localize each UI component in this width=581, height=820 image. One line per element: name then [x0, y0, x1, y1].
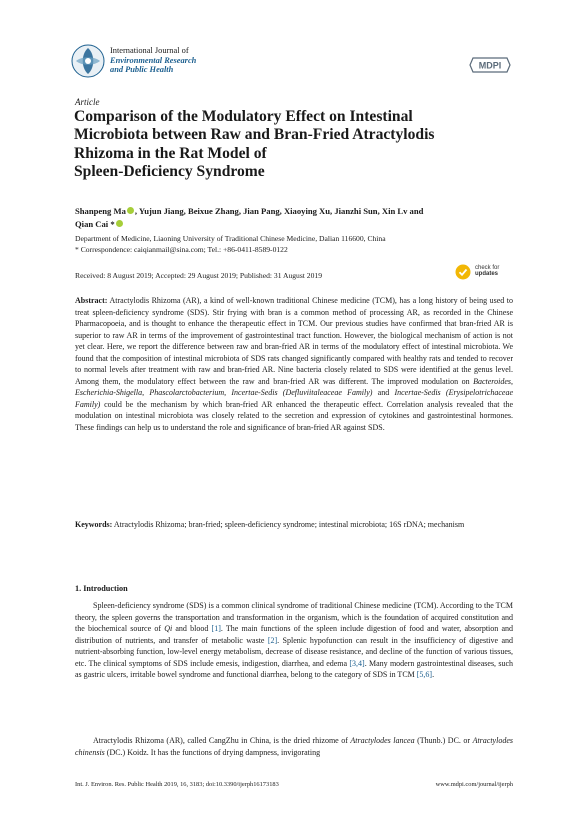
abstract-taxon: Phascolarctobacterium: [149, 388, 225, 398]
paragraph-term: Qi: [164, 624, 173, 634]
abstract-text: could be the mechanism by which bran-fried AR enhanced the therapeutic effect. Correlation analysis revealed that the modulation on intestinal microbiota was closely related to the secretion and expression of cytokines and gastrointestinal hormones. These findings can help us to understand the role and significance of bran-fried AR against SDS.: [75, 399, 513, 433]
page-title: [74, 108, 514, 181]
body-paragraph: [75, 735, 513, 758]
section-heading: 1. Introduction: [75, 584, 128, 593]
abstract-taxon: Escherichia-Shigella: [75, 388, 143, 398]
check-updates-line1: check for: [475, 265, 500, 271]
journal-name-line3: and Public Health: [110, 65, 174, 75]
author-name[interactable]: Qian Cai *: [75, 219, 115, 230]
citation-link[interactable]: [2]: [267, 635, 278, 645]
journal-name-line1: International Journal of: [110, 46, 189, 55]
paragraph-text: . The main functions of the spleen include digestion of food and water, absorption and distribution of nutrients, and transfer of metabolic waste: [75, 624, 514, 645]
abstract-taxon: Incertae-Sedis (Erysipelotrichaceae Family): [75, 388, 513, 409]
paragraph-text: and blood: [172, 624, 212, 634]
footer-url[interactable]: www.mdpi.com/journal/ijerph: [435, 781, 513, 788]
abstract-sep: ,: [142, 388, 150, 398]
species-name: Atractylodes chinensis: [75, 736, 513, 757]
title-line: Microbiota between Raw and Bran-Fried Atractylodis: [74, 126, 435, 144]
citation-link[interactable]: [3,4]: [349, 658, 365, 668]
author-list: [75, 205, 495, 232]
citation-link[interactable]: [5,6]: [416, 670, 433, 680]
paragraph-text: .: [432, 670, 435, 680]
species-name: Atractylodes lancea: [350, 736, 415, 745]
paragraph-text: Atractylodis Rhizoma (AR), called CangZhu in China, is the dried rhizome of: [93, 736, 351, 745]
title-line: Rhizoma in the Rat Model of: [74, 144, 267, 162]
abstract-sep: ,: [511, 376, 513, 386]
abstract: [75, 295, 513, 434]
journal-name: [110, 46, 196, 75]
abstract-sep: ,: [224, 388, 232, 398]
orcid-icon[interactable]: [127, 207, 134, 214]
check-updates-line2: updates: [475, 271, 499, 278]
citation-link[interactable]: [1]: [211, 624, 221, 634]
paragraph-text: (DC.) Koidz. It has the functions of drying dampness, invigorating: [104, 747, 321, 757]
author-name[interactable]: Shanpeng Ma: [75, 206, 126, 216]
author-names: , Yujun Jiang, Beixue Zhang, Jian Pang, Xiaoying Xu, Jianzhi Sun, Xin Lv and: [134, 206, 424, 216]
article-type: Article: [75, 97, 100, 107]
paragraph-text: . Many modern gastrointestinal diseases, such as gastric ulcers, irritable bowel syndrome and functional diarrhea, belong to the category of SDS in TCM: [75, 658, 514, 680]
abstract-sep: and: [372, 388, 395, 398]
journal-name-line2: Environmental Research: [110, 55, 197, 65]
publication-dates: Received: 8 August 2019; Accepted: 29 August 2019; Published: 31 August 2019: [75, 271, 322, 280]
affiliation: [75, 234, 386, 255]
abstract-taxon: Incertae-Sedis (Defluviitaleaceae Family): [231, 388, 373, 398]
keywords-label: Keywords:: [75, 520, 113, 529]
paragraph-text: . Splenic hypofunction can result in the insufficiency of digestive and nutrient-absorbing function, low-level energy metabolism, decrease of disease resistance, and decline of the function of various tissues, etc. The clinical symptoms of SDS include emesis, indigestion, diarrhea, and edema: [75, 635, 513, 668]
paragraph-text: (Thunb.) DC. or: [414, 736, 473, 745]
title-line: Spleen-Deficiency Syndrome: [74, 162, 265, 180]
body-paragraph: [75, 600, 513, 681]
ijerph-logo-icon: [71, 44, 105, 78]
check-updates-icon: [455, 264, 471, 280]
title-line: Comparison of the Modulatory Effect on Intestinal: [74, 108, 413, 125]
footer-citation: Int. J. Environ. Res. Public Health 2019, 16, 3183; doi:10.3390/ijerph16173183: [75, 781, 279, 788]
paragraph-text: Spleen-deficiency syndrome (SDS) is a common clinical syndrome of traditional Chinese medicine (TCM). According to the TCM theory, the spleen governs the transportation and transformation in the organism, which is the foundation of acquired constitution and the biochemical source of: [75, 601, 513, 634]
correspondence: * Correspondence: caiqianmail@sina.com; Tel.: +86-0411-8589-0122: [75, 244, 288, 254]
abstract-taxon: Bacteroides: [473, 376, 511, 386]
keywords: [75, 519, 513, 531]
mdpi-logo-icon[interactable]: [469, 57, 511, 73]
mdpi-logo-text: MDPI: [478, 60, 502, 71]
abstract-text: Atractylodis Rhizoma (AR), a kind of well-known traditional Chinese medicine (TCM), has a long history of being used to treat spleen-deficiency syndrome (SDS). Stir frying with bran is a common method of processing AR, as recorded in the Chinese Pharmacopoeia, and is thought to enhance the therapeutic effect in TCM. Our previous studies have confirmed that bran-fried AR is superior to raw AR in terms of the improvement of gastrointestinal tract function. However, the biological mechanism of action is not yet clear. Here, we report the difference between raw and bran-fried AR in terms of the modulatory effect of intestinal microbiota. We found that the composition of intestinal microbiota of SDS rats changed significantly compared with healthy rats and tended to recover to normal levels after treatment with raw and bran-fried AR. Nine bacteria closely related to SDS were identified at the genus level. Among them, the modulatory effect between the raw and bran-fried AR was different. The improved modulation on: [75, 296, 513, 386]
abstract-label: Abstract:: [75, 296, 108, 305]
affiliation-department: Department of Medicine, Liaoning University of Traditional Chinese Medicine, Dalian 116600, China: [75, 234, 386, 243]
keywords-text: Atractylodis Rhizoma; bran-fried; spleen-deficiency syndrome; intestinal microbiota; 16S rDNA; mechanism: [112, 520, 465, 529]
orcid-icon[interactable]: [116, 220, 123, 227]
check-updates-button[interactable]: [455, 263, 513, 281]
